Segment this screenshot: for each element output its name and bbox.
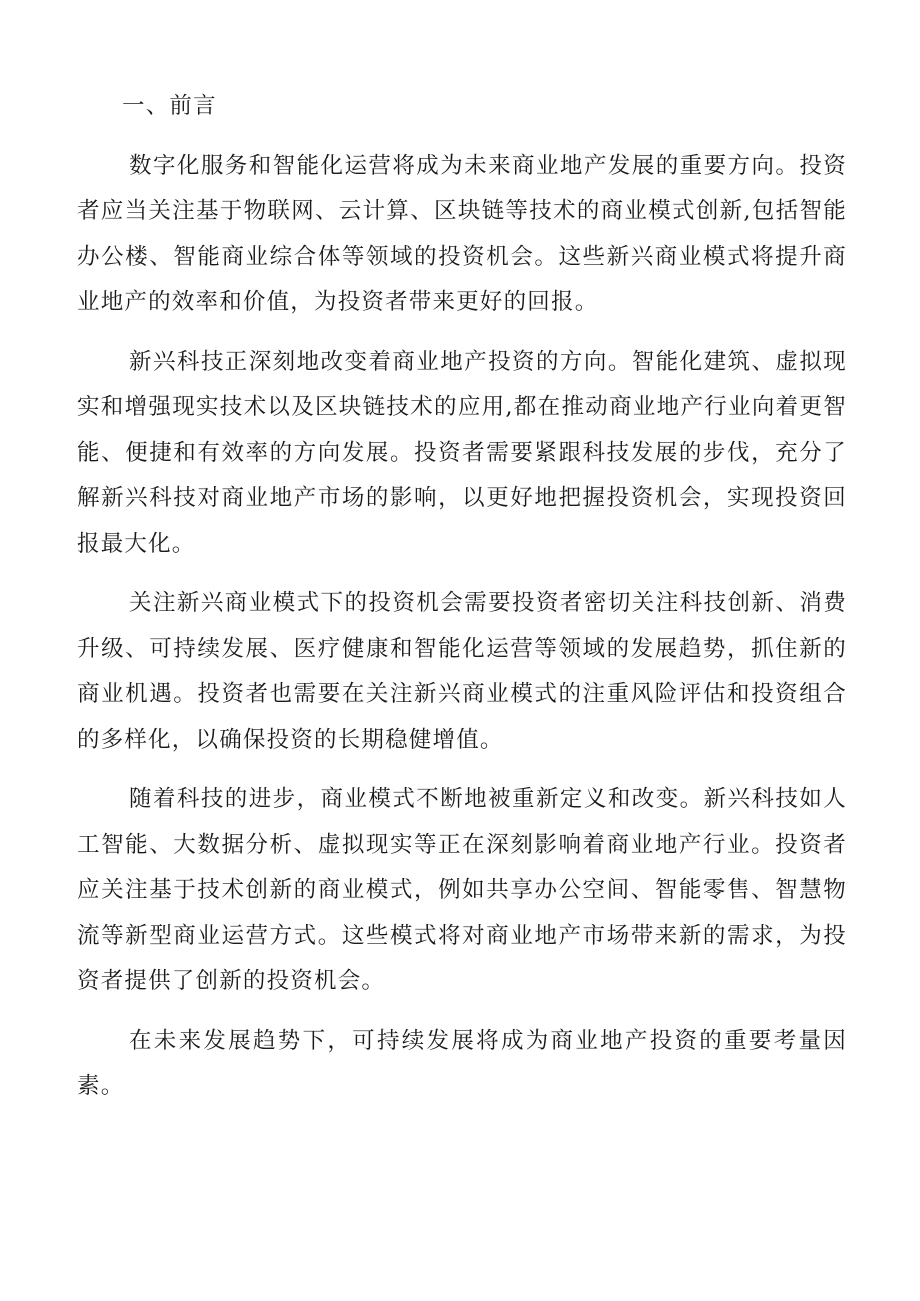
paragraph-new-business-models: 关注新兴商业模式下的投资机会需要投资者密切关注科技创新、消费升级、可持续发展、医疗健康和智能化运营等领域的发展趋势，抓住新的商业机遇。投资者也需要在关注新兴商业模式的注重风险评估和投资组合的多样化，以确保投资的长期稳健增值。 bbox=[77, 590, 847, 753]
paragraph-emerging-tech: 新兴科技正深刻地改变着商业地产投资的方向。智能化建筑、虚拟现实和增强现实技术以及区块链技术的应用,都在推动商业地产行业向着更智能、便捷和有效率的方向发展。投资者需要紧跟科技发展的步伐，充分了解新兴科技对商业地产市场的影响，以更好地把握投资机会，实现投资回报最大化。 bbox=[77, 348, 847, 557]
paragraph-sustainability: 在未来发展趋势下，可持续发展将成为商业地产投资的重要考量因素。 bbox=[77, 1027, 847, 1099]
paragraph-digital-services: 数字化服务和智能化运营将成为未来商业地产发展的重要方向。投资者应当关注基于物联网、云计算、区块链等技术的商业模式创新,包括智能办公楼、智能商业综合体等领域的投资机会。这些新兴商业模式将提升商业地产的效率和价值，为投资者带来更好的回报。 bbox=[77, 152, 847, 315]
paragraph-tech-progress: 随着科技的进步，商业模式不断地被重新定义和改变。新兴科技如人工智能、大数据分析、虚拟现实等正在深刻影响着商业地产行业。投资者应关注基于技术创新的商业模式，例如共享办公空间、智能零售、智慧物流等新型商业运营方式。这些模式将对商业地产市场带来新的需求，为投资者提供了创新的投资机会。 bbox=[77, 786, 847, 994]
document-body bbox=[77, 84, 847, 1124]
section-heading: 一、前言 bbox=[122, 93, 217, 119]
